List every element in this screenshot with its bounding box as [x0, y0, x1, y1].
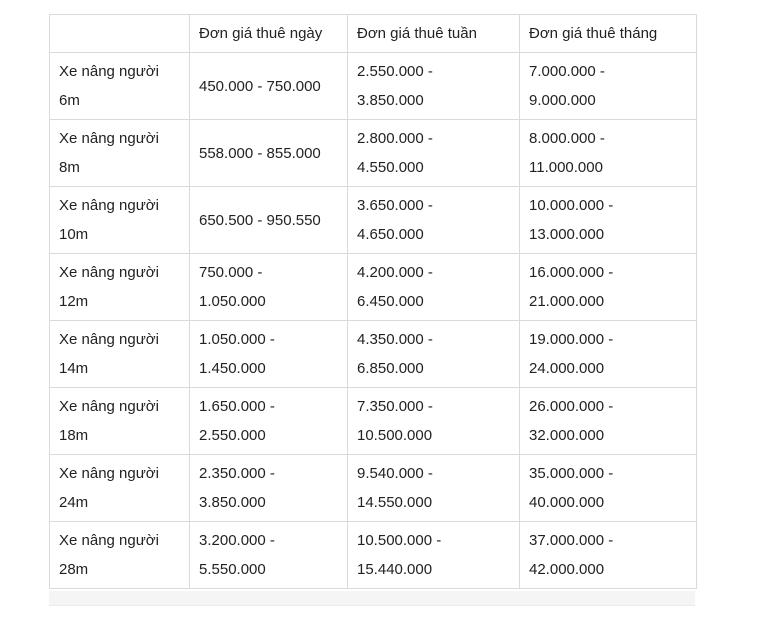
- cell-text-line: Xe nâng người: [59, 398, 159, 415]
- cell-text-line: 5.550.000: [199, 561, 266, 578]
- cell-text-line: Xe nâng người: [59, 465, 159, 482]
- cell-text-line: 7.000.000 -: [529, 63, 605, 80]
- cell-text-line: 6.450.000: [357, 293, 424, 310]
- cell-monthly-price: [520, 187, 697, 254]
- cell-text-line: 9.540.000 -: [357, 465, 433, 482]
- cell-daily-price: [190, 388, 348, 455]
- table-header-row: [50, 15, 697, 53]
- cell-monthly-price: [520, 120, 697, 187]
- cell-text-line: 35.000.000 -: [529, 465, 614, 482]
- cell-text-line: 750.000 -: [199, 264, 263, 281]
- table-row: [50, 321, 697, 388]
- cell-text-line: 1.450.000: [199, 360, 266, 377]
- table-row: [50, 254, 697, 321]
- table-row: [50, 388, 697, 455]
- cell-text-line: 3.200.000 -: [199, 532, 275, 549]
- cell-equipment-name: [50, 120, 190, 187]
- cell-text-line: 40.000.000: [529, 494, 605, 511]
- cell-equipment-name: [50, 388, 190, 455]
- cell-text-line: 18m: [59, 427, 89, 444]
- cell-text-line: 1.050.000 -: [199, 331, 275, 348]
- cell-text-line: 10.500.000: [357, 427, 433, 444]
- cell-daily-price: [190, 321, 348, 388]
- header-weekly-price: Đơn giá thuê tuần: [348, 15, 520, 53]
- cell-monthly-price: [520, 321, 697, 388]
- cell-weekly-price: [348, 522, 520, 589]
- cell-text-line: 14.550.000: [357, 494, 433, 511]
- cell-equipment-name: [50, 254, 190, 321]
- cell-daily-price: [190, 187, 348, 254]
- cell-text-line: 32.000.000: [529, 427, 605, 444]
- cell-equipment-name: [50, 522, 190, 589]
- cell-daily-price: [190, 120, 348, 187]
- price-table-container: [49, 14, 696, 589]
- cell-text-line: 4.200.000 -: [357, 264, 433, 281]
- cell-text-line: 24m: [59, 494, 89, 511]
- cell-text-line: 10.500.000 -: [357, 532, 442, 549]
- cell-weekly-price: [348, 321, 520, 388]
- cell-text-line: Xe nâng người: [59, 532, 159, 549]
- cell-monthly-price: [520, 254, 697, 321]
- rental-price-table: [49, 14, 697, 589]
- cell-text-line: 37.000.000 -: [529, 532, 614, 549]
- cell-text-line: 14m: [59, 360, 89, 377]
- cell-daily-price: [190, 53, 348, 120]
- cell-text-line: 3.850.000: [199, 494, 266, 511]
- cell-text-line: Xe nâng người: [59, 63, 159, 80]
- cell-text-line: 16.000.000 -: [529, 264, 614, 281]
- cell-equipment-name: [50, 53, 190, 120]
- cell-text-line: 11.000.000: [529, 159, 603, 176]
- cell-equipment-name: [50, 187, 190, 254]
- cell-text-line: 26.000.000 -: [529, 398, 614, 415]
- cell-text-line: 450.000 - 750.000: [199, 77, 321, 95]
- table-row: [50, 187, 697, 254]
- cell-text-line: 13.000.000: [529, 226, 605, 243]
- cell-equipment-name: [50, 455, 190, 522]
- cell-text-line: Xe nâng người: [59, 130, 159, 147]
- cell-monthly-price: [520, 388, 697, 455]
- cell-text-line: 4.650.000: [357, 226, 424, 243]
- cell-text-line: 2.350.000 -: [199, 465, 275, 482]
- cell-weekly-price: [348, 254, 520, 321]
- cell-text-line: 650.500 - 950.550: [199, 211, 321, 229]
- cell-text-line: 2.550.000 -: [357, 63, 433, 80]
- cell-daily-price: [190, 522, 348, 589]
- table-row: [50, 522, 697, 589]
- header-daily-price: Đơn giá thuê ngày: [190, 15, 348, 53]
- cell-text-line: 3.650.000 -: [357, 197, 433, 214]
- cell-monthly-price: [520, 455, 697, 522]
- cell-text-line: 8.000.000 -: [529, 130, 605, 147]
- cell-text-line: 7.350.000 -: [357, 398, 433, 415]
- horizontal-scrollbar[interactable]: [49, 591, 695, 606]
- cell-text-line: 9.000.000: [529, 92, 596, 109]
- cell-text-line: 10m: [59, 226, 89, 243]
- cell-text-line: 42.000.000: [529, 561, 605, 578]
- cell-text-line: 10.000.000 -: [529, 197, 614, 214]
- cell-text-line: 2.550.000: [199, 427, 266, 444]
- cell-weekly-price: [348, 53, 520, 120]
- cell-text-line: 4.350.000 -: [357, 331, 433, 348]
- cell-text-line: 1.650.000 -: [199, 398, 275, 415]
- table-row: [50, 455, 697, 522]
- table-body: [50, 53, 697, 589]
- cell-text-line: 1.050.000: [199, 293, 266, 310]
- cell-text-line: Xe nâng người: [59, 264, 159, 281]
- cell-text-line: 4.550.000: [357, 159, 424, 176]
- cell-text-line: 24.000.000: [529, 360, 605, 377]
- table-row: [50, 53, 697, 120]
- cell-weekly-price: [348, 120, 520, 187]
- cell-text-line: Xe nâng người: [59, 197, 159, 214]
- cell-daily-price: [190, 254, 348, 321]
- cell-monthly-price: [520, 522, 697, 589]
- cell-text-line: 3.850.000: [357, 92, 424, 109]
- cell-weekly-price: [348, 388, 520, 455]
- cell-text-line: 2.800.000 -: [357, 130, 433, 147]
- cell-text-line: 19.000.000 -: [529, 331, 614, 348]
- cell-text-line: Xe nâng người: [59, 331, 159, 348]
- table-row: [50, 120, 697, 187]
- header-empty: [50, 15, 190, 53]
- cell-daily-price: [190, 455, 348, 522]
- cell-text-line: 28m: [59, 561, 89, 578]
- cell-text-line: 12m: [59, 293, 89, 310]
- cell-text-line: 8m: [59, 159, 80, 176]
- cell-weekly-price: [348, 455, 520, 522]
- cell-text-line: 6m: [59, 92, 80, 109]
- cell-equipment-name: [50, 321, 190, 388]
- cell-weekly-price: [348, 187, 520, 254]
- header-monthly-price: Đơn giá thuê tháng: [520, 15, 697, 53]
- cell-text-line: 558.000 - 855.000: [199, 144, 321, 162]
- cell-text-line: 6.850.000: [357, 360, 424, 377]
- cell-text-line: 15.440.000: [357, 561, 433, 578]
- cell-monthly-price: [520, 53, 697, 120]
- cell-text-line: 21.000.000: [529, 293, 605, 310]
